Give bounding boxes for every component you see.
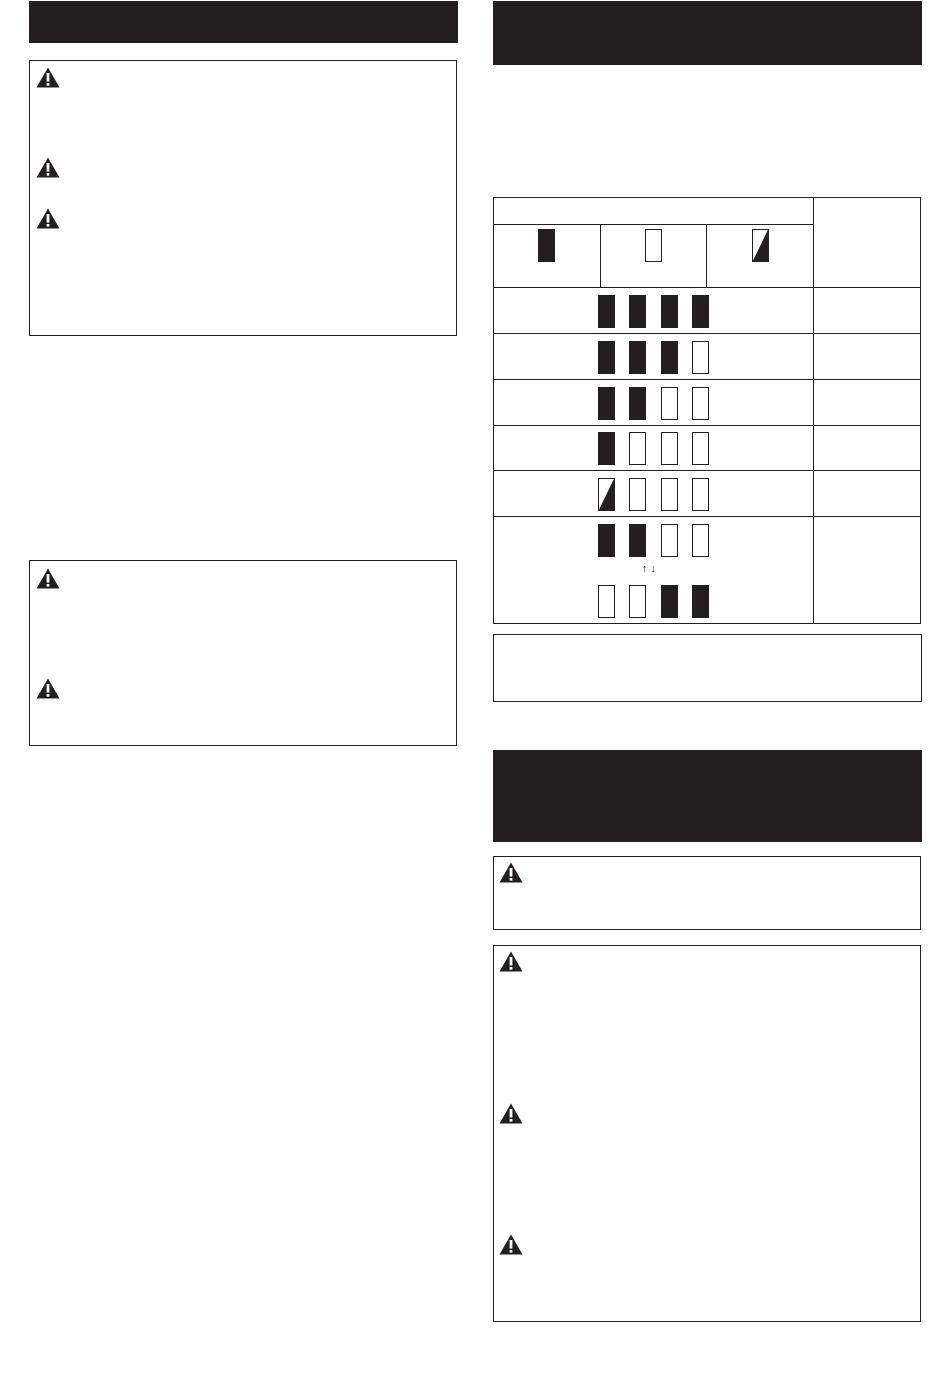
warning-triangle-icon — [499, 1234, 523, 1255]
indicator-row-3-lamp-1-lit — [598, 387, 615, 420]
indicator-row-3-lamp-3-off — [661, 387, 678, 420]
indicator-row-4-lamp-1-lit — [598, 432, 615, 465]
section-header-bar — [29, 1, 458, 43]
caution-box — [493, 945, 921, 1322]
indicator-row-5-lamp-1-blinking — [598, 478, 615, 511]
indicator-row-3-lamp-4-off — [692, 387, 709, 420]
indicator-row-2-lamp-3-lit — [661, 341, 678, 374]
indicator-row-1-lamp-3-lit — [661, 295, 678, 328]
note-box — [493, 634, 922, 702]
indicator-alt-top-lamp-2-lit — [629, 524, 646, 557]
indicator-alt-top-lamp-3-off — [661, 524, 678, 557]
indicator-row-4-lamp-4-off — [692, 432, 709, 465]
indicator-row-2-lamp-4-off — [692, 341, 709, 374]
warning-triangle-icon — [499, 862, 523, 883]
indicator-row-1-lamp-1-lit — [598, 295, 615, 328]
indicator-row-4-lamp-3-off — [661, 432, 678, 465]
section-header-bar — [493, 1, 922, 65]
section-header-bar — [493, 750, 922, 842]
warning-triangle-icon — [36, 568, 60, 589]
warning-triangle-icon — [36, 678, 60, 699]
caution-box — [29, 60, 457, 336]
warning-triangle-icon — [36, 208, 60, 229]
indicator-row-5-lamp-4-off — [692, 478, 709, 511]
legend-blinking-symbol — [752, 229, 769, 262]
legend-lit-symbol — [538, 229, 555, 262]
warning-triangle-icon — [36, 157, 60, 178]
warning-triangle-icon — [499, 1103, 523, 1124]
indicator-row-1-lamp-4-lit — [692, 295, 709, 328]
indicator-row-4-lamp-2-off — [629, 432, 646, 465]
indicator-alt-bottom-lamp-1-off — [598, 585, 615, 618]
indicator-alt-bottom-lamp-2-off — [629, 585, 646, 618]
indicator-alt-top-lamp-4-off — [692, 524, 709, 557]
indicator-row-3-lamp-2-lit — [629, 387, 646, 420]
warning-triangle-icon — [36, 67, 60, 88]
warning-triangle-icon — [499, 951, 523, 972]
indicator-row-1-lamp-2-lit — [629, 295, 646, 328]
caution-box — [29, 560, 457, 746]
indicator-alt-top-lamp-1-lit — [598, 524, 615, 557]
indicator-row-5-lamp-2-off — [629, 478, 646, 511]
indicator-alt-bottom-lamp-4-lit — [692, 585, 709, 618]
caution-box — [493, 856, 921, 930]
indicator-row-2-lamp-1-lit — [598, 341, 615, 374]
indicator-alt-bottom-lamp-3-lit — [661, 585, 678, 618]
alternating-arrows: ↑ ↓ — [642, 563, 657, 575]
legend-off-symbol — [645, 229, 662, 262]
indicator-row-5-lamp-3-off — [661, 478, 678, 511]
indicator-row-2-lamp-2-lit — [629, 341, 646, 374]
